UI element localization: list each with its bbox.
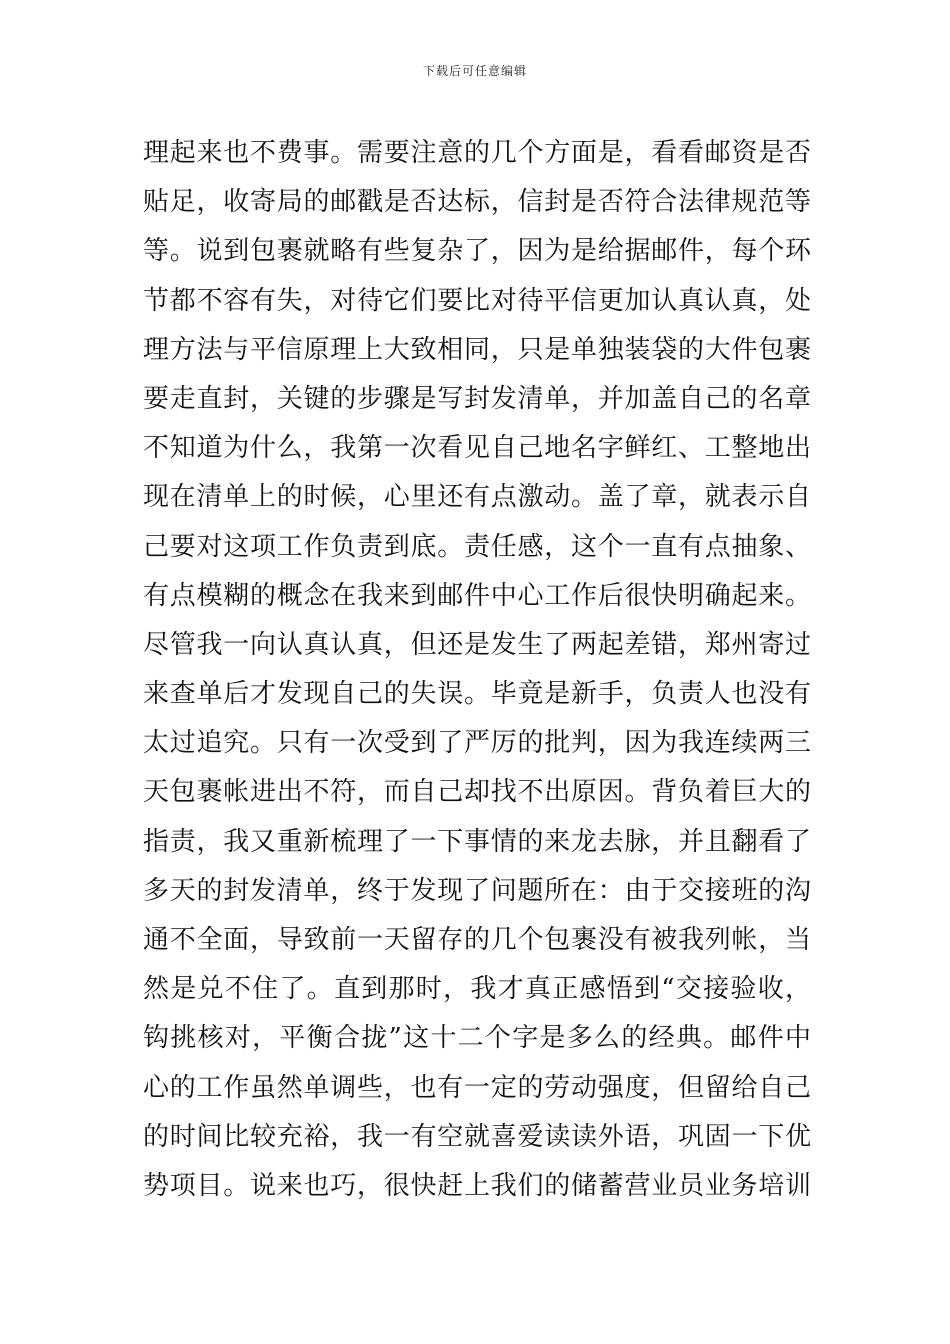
text-line: 钩挑核对，平衡合拢”这十二个字是多么的经典。邮件中: [143, 1023, 811, 1054]
text-line: 势项目。说来也巧，很快赶上我们的储蓄营业员业务培训: [143, 1170, 811, 1201]
text-line: 指责，我又重新梳理了一下事情的来龙去脉，并且翻看了: [143, 826, 811, 857]
text-line: 太过追究。只有一次受到了严厉的批判，因为我连续两三: [143, 728, 811, 759]
text-line: 心的工作虽然单调些，也有一定的劳动强度，但留给自己: [143, 1072, 811, 1103]
text-line: 有点模糊的概念在我来到邮件中心工作后很快明确起来。: [143, 580, 811, 611]
text-line: 己要对这项工作负责到底。责任感，这个一直有点抽象、: [143, 531, 811, 562]
text-line: 天包裹帐进出不符，而自己却找不出原因。背负着巨大的: [143, 777, 811, 808]
text-line: 不知道为什么，我第一次看见自己地名字鲜红、工整地出: [143, 433, 811, 464]
text-line: 的时间比较充裕，我一有空就喜爱读读外语，巩固一下优: [143, 1121, 811, 1152]
text-line: 现在清单上的时候，心里还有点激动。盖了章，就表示自: [143, 482, 811, 513]
text-line: 贴足，收寄局的邮戳是否达标，信封是否符合法律规范等: [143, 187, 811, 218]
text-line: 来查单后才发现自己的失误。毕竟是新手，负责人也没有: [143, 679, 811, 710]
text-line: 多天的封发清单，终于发现了问题所在：由于交接班的沟: [143, 875, 811, 906]
text-line: 要走直封，关键的步骤是写封发清单，并加盖自己的名章: [143, 383, 811, 414]
text-line: 然是兑不住了。直到那时，我才真正感悟到“交接验收，: [143, 974, 811, 1005]
text-line: 尽管我一向认真认真，但还是发生了两起差错，郑州寄过: [143, 629, 811, 660]
text-line: 节都不容有失，对待它们要比对待平信更加认真认真，处: [143, 285, 811, 316]
text-line: 理起来也不费事。需要注意的几个方面是，看看邮资是否: [143, 138, 811, 168]
text-line: 理方法与平信原理上大致相同，只是单独装袋的大件包裹: [143, 334, 811, 365]
page-header: 下载后可任意编辑: [422, 64, 527, 78]
text-line: 通不全面，导致前一天留存的几个包裹没有被我列帐，当: [143, 925, 811, 955]
text-line: 等。说到包裹就略有些复杂了，因为是给据邮件，每个环: [143, 236, 811, 267]
body-text: [143, 129, 811, 1211]
